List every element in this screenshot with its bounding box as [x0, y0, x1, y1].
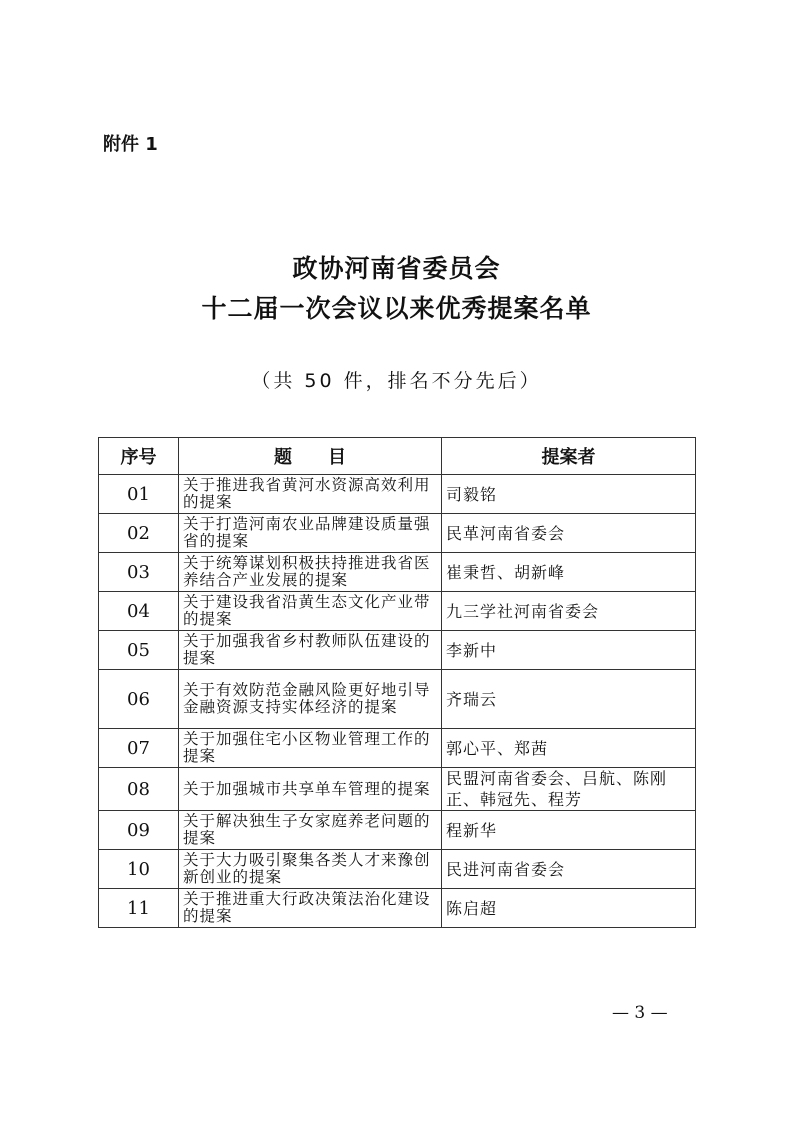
row-number: 07	[99, 729, 179, 768]
row-topic: 关于有效防范金融风险更好地引导金融资源支持实体经济的提案	[179, 670, 442, 729]
row-topic: 关于建设我省沿黄生态文化产业带的提案	[179, 592, 442, 631]
table-row	[99, 592, 696, 631]
table-row	[99, 768, 696, 811]
row-topic: 关于加强住宅小区物业管理工作的提案	[179, 729, 442, 768]
row-author: 民盟河南省委会、吕航、陈刚正、韩冠先、程芳	[442, 768, 696, 811]
row-topic: 关于统筹谋划积极扶持推进我省医养结合产业发展的提案	[179, 553, 442, 592]
row-author: 司毅铭	[442, 475, 696, 514]
row-author: 民进河南省委会	[442, 850, 696, 889]
row-author: 民革河南省委会	[442, 514, 696, 553]
row-topic: 关于解决独生子女家庭养老问题的提案	[179, 811, 442, 850]
row-topic: 关于推进我省黄河水资源高效利用的提案	[179, 475, 442, 514]
attachment-label: 附件 1	[103, 134, 158, 155]
row-author: 陈启超	[442, 889, 696, 928]
header-number: 序号	[99, 438, 179, 475]
table-row	[99, 670, 696, 729]
row-author: 程新华	[442, 811, 696, 850]
table-row	[99, 729, 696, 768]
row-topic: 关于加强城市共享单车管理的提案	[179, 768, 442, 811]
row-author: 郭心平、郑茜	[442, 729, 696, 768]
header-topic: 题 目	[179, 438, 442, 475]
row-number: 09	[99, 811, 179, 850]
header-author: 提案者	[442, 438, 696, 475]
row-author: 崔秉哲、胡新峰	[442, 553, 696, 592]
table-row	[99, 475, 696, 514]
row-author: 九三学社河南省委会	[442, 592, 696, 631]
row-topic: 关于推进重大行政决策法治化建设的提案	[179, 889, 442, 928]
table-row	[99, 850, 696, 889]
proposal-table	[98, 437, 696, 928]
row-number: 11	[99, 889, 179, 928]
document-title-line1: 政协河南省委员会	[292, 254, 501, 283]
row-author: 李新中	[442, 631, 696, 670]
row-number: 06	[99, 670, 179, 729]
table-row	[99, 631, 696, 670]
page-number: — 3 —	[612, 1003, 668, 1023]
row-number: 05	[99, 631, 179, 670]
table-row	[99, 514, 696, 553]
table-row	[99, 811, 696, 850]
row-number: 01	[99, 475, 179, 514]
document-subtitle: （共 50 件，排名不分先后）	[251, 370, 542, 392]
row-topic: 关于大力吸引聚集各类人才来豫创新创业的提案	[179, 850, 442, 889]
row-number: 10	[99, 850, 179, 889]
table-row	[99, 553, 696, 592]
document-title-line2: 十二届一次会议以来优秀提案名单	[201, 294, 592, 323]
row-number: 02	[99, 514, 179, 553]
row-author: 齐瑞云	[442, 670, 696, 729]
row-number: 04	[99, 592, 179, 631]
row-topic: 关于加强我省乡村教师队伍建设的提案	[179, 631, 442, 670]
row-topic: 关于打造河南农业品牌建设质量强省的提案	[179, 514, 442, 553]
table-row	[99, 889, 696, 928]
row-number: 08	[99, 768, 179, 811]
row-number: 03	[99, 553, 179, 592]
